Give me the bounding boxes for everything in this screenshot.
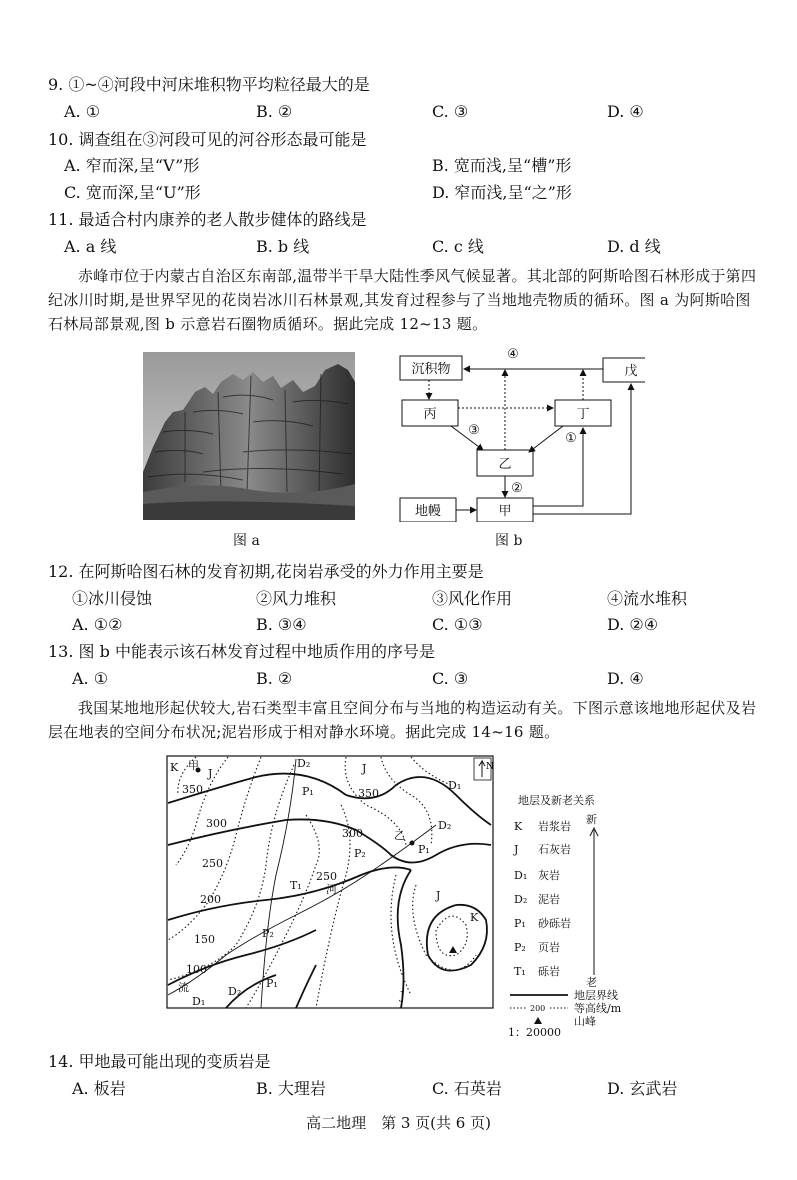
q12-option-d: D. ②④ [607, 615, 659, 634]
q9-option-b: B. ② [256, 102, 293, 121]
map-label-j1: J [208, 767, 213, 780]
label-wu: 戊 [624, 364, 638, 379]
q14-stem: 14. 甲地最可能出现的变质岩是 [48, 1052, 271, 1071]
fig-a-caption: 图 a [233, 533, 260, 549]
q10-option-b: B. 宽而浅,呈“槽”形 [432, 156, 572, 175]
map-label-he: 河 [326, 883, 337, 896]
q11-option-a: A. a 线 [64, 237, 117, 256]
north-label: N [486, 762, 494, 772]
q14-option-c: C. 石英岩 [432, 1079, 502, 1098]
contour-300-w: 300 [206, 817, 227, 830]
q14-option-d: D. 玄武岩 [607, 1079, 678, 1098]
q12-option-a: A. ①② [72, 615, 123, 634]
legend-contour-label: 等高线/m [574, 1002, 622, 1015]
map-label-t1: T₁ [290, 879, 302, 892]
stone-forest-photo [143, 352, 355, 520]
q10-option-a: A. 窄而深,呈“V”形 [64, 156, 200, 175]
contour-350-w: 350 [182, 783, 203, 796]
legend-new: 新 [586, 813, 597, 826]
map-label-d1b: D₁ [192, 995, 206, 1008]
q12-item-1: ①冰川侵蚀 [72, 589, 153, 608]
legend-peak-label: 山峰 [574, 1015, 596, 1028]
legend-peak-icon [534, 1017, 542, 1024]
q14-option-b: B. 大理岩 [256, 1079, 326, 1098]
map-label-d2a: D₂ [297, 757, 311, 770]
map-label-p1b: P₁ [418, 843, 430, 856]
map-label-k1: K [170, 761, 179, 774]
legend-name-d2: 泥岩 [538, 893, 560, 906]
legend-code-d2: D₂ [514, 893, 528, 906]
map-legend [508, 790, 648, 1040]
q12-stem: 12. 在阿斯哈图石林的发育初期,花岗岩承受的外力作用主要是 [48, 562, 484, 581]
rock-cycle-diagram [395, 342, 645, 522]
q13-option-a: A. ① [72, 669, 109, 688]
q9-option-c: C. ③ [432, 102, 469, 121]
map-label-j3: J [436, 889, 441, 902]
map-label-jia: 甲 [188, 759, 199, 772]
label-yi: 乙 [498, 457, 512, 472]
legend-title: 地层及新老关系 [518, 794, 595, 807]
intro-paragraph-12-13: 赤峰市位于内蒙古自治区东南部,温带半干旱大陆性季风气候显著。其北部的阿斯哈图石林形成于第四纪冰川时期,是世界罕见的花岗岩冰川石林景观,其发育过程参与了当地地壳物质的循环。图 a 为阿斯哈图石林局部景观,图 b 示意岩石圈物质循环。据此完成 12~13 题。 [48, 267, 757, 333]
q13-stem: 13. 图 b 中能表示该石林发育过程中地质作用的序号是 [48, 642, 435, 661]
legend-name-j: 石灰岩 [538, 843, 571, 856]
q9-option-a: A. ① [64, 102, 101, 121]
arrow-label-4: ④ [507, 347, 519, 362]
q12-item-3: ③风化作用 [432, 589, 513, 608]
point-yi [410, 841, 415, 846]
map-label-j4: J [400, 989, 405, 1002]
q10-option-c: C. 宽而深,呈“U”形 [64, 183, 201, 202]
legend-name-d1: 灰岩 [538, 869, 560, 882]
q11-option-d: D. d 线 [607, 237, 661, 256]
contour-200-w: 200 [200, 893, 221, 906]
q12-option-c: C. ①③ [432, 615, 483, 634]
map-label-d1a: D₁ [448, 779, 462, 792]
arrow-label-1: ① [565, 431, 577, 446]
q12-option-b: B. ③④ [256, 615, 307, 634]
map-label-k2: K [470, 911, 479, 924]
map-label-p2a: P₂ [354, 847, 366, 860]
contour-300-e: 300 [342, 827, 363, 840]
contour-250-e: 250 [316, 870, 337, 883]
legend-boundary-label: 地层界线 [574, 989, 618, 1002]
map-label-p1a: P₁ [302, 785, 314, 798]
legend-code-p2: P₂ [514, 941, 526, 954]
q9-option-d: D. ④ [607, 102, 644, 121]
map-label-d2b: D₂ [438, 819, 452, 832]
map-label-j2: J [362, 762, 367, 775]
page-footer: 高二地理 第 3 页(共 6 页) [306, 1114, 491, 1132]
label-ding: 丁 [576, 407, 590, 422]
legend-contour-sample: 200 [530, 1004, 546, 1013]
map-label-p1c: P₁ [266, 977, 278, 990]
label-mantle: 地幔 [414, 504, 442, 519]
map-label-p2b: P₂ [262, 927, 274, 940]
legend-code-k: K [514, 820, 523, 833]
label-jia: 甲 [498, 504, 512, 519]
legend-name-p1: 砂砾岩 [538, 917, 571, 930]
contour-150-w: 150 [194, 933, 215, 946]
legend-code-d1: D₁ [514, 869, 528, 882]
q10-stem: 10. 调查组在③河段可见的河谷形态最可能是 [48, 130, 367, 149]
q13-option-d: D. ④ [607, 669, 644, 688]
arrow-label-3: ③ [468, 423, 480, 438]
intro-paragraph-14-16: 我国某地地形起伏较大,岩石类型丰富且空间分布与当地的构造运动有关。下图示意该地地形起伏及岩层在地表的空间分布状况;泥岩形成于相对静水环境。据此完成 14~16 题。 [48, 699, 757, 741]
contour-100-w: 100 [186, 963, 207, 976]
label-sediment: 沉积物 [411, 362, 451, 377]
legend-old: 老 [586, 976, 597, 989]
q12-item-4: ④流水堆积 [607, 589, 688, 608]
legend-code-j: J [514, 843, 519, 856]
contour-350-e: 350 [358, 787, 379, 800]
legend-scale: 1：20000 [508, 1026, 561, 1039]
q14-option-a: A. 板岩 [72, 1079, 126, 1098]
q13-option-c: C. ③ [432, 669, 469, 688]
q11-option-b: B. b 线 [256, 237, 310, 256]
q11-option-c: C. c 线 [432, 237, 484, 256]
map-label-d2c: D₂ [228, 985, 242, 998]
q10-option-d: D. 窄而浅,呈“之”形 [432, 183, 572, 202]
contour-250-w: 250 [202, 857, 223, 870]
legend-name-k: 岩浆岩 [538, 820, 571, 833]
map-label-liu: 流 [178, 981, 189, 994]
legend-code-p1: P₁ [514, 917, 526, 930]
q13-option-b: B. ② [256, 669, 293, 688]
label-bing: 丙 [423, 407, 437, 422]
arrow-label-2: ② [511, 481, 523, 496]
fig-b-caption: 图 b [495, 533, 523, 549]
geologic-map [166, 755, 496, 1011]
legend-name-p2: 页岩 [538, 941, 560, 954]
legend-name-t1: 砾岩 [538, 965, 560, 978]
q9-stem: 9. ①~④河段中河床堆积物平均粒径最大的是 [48, 75, 370, 94]
q12-item-2: ②风力堆积 [256, 589, 337, 608]
legend-code-t1: T₁ [514, 965, 526, 978]
map-label-yi: 乙 [394, 829, 405, 842]
q11-stem: 11. 最适合村内康养的老人散步健体的路线是 [48, 210, 367, 229]
